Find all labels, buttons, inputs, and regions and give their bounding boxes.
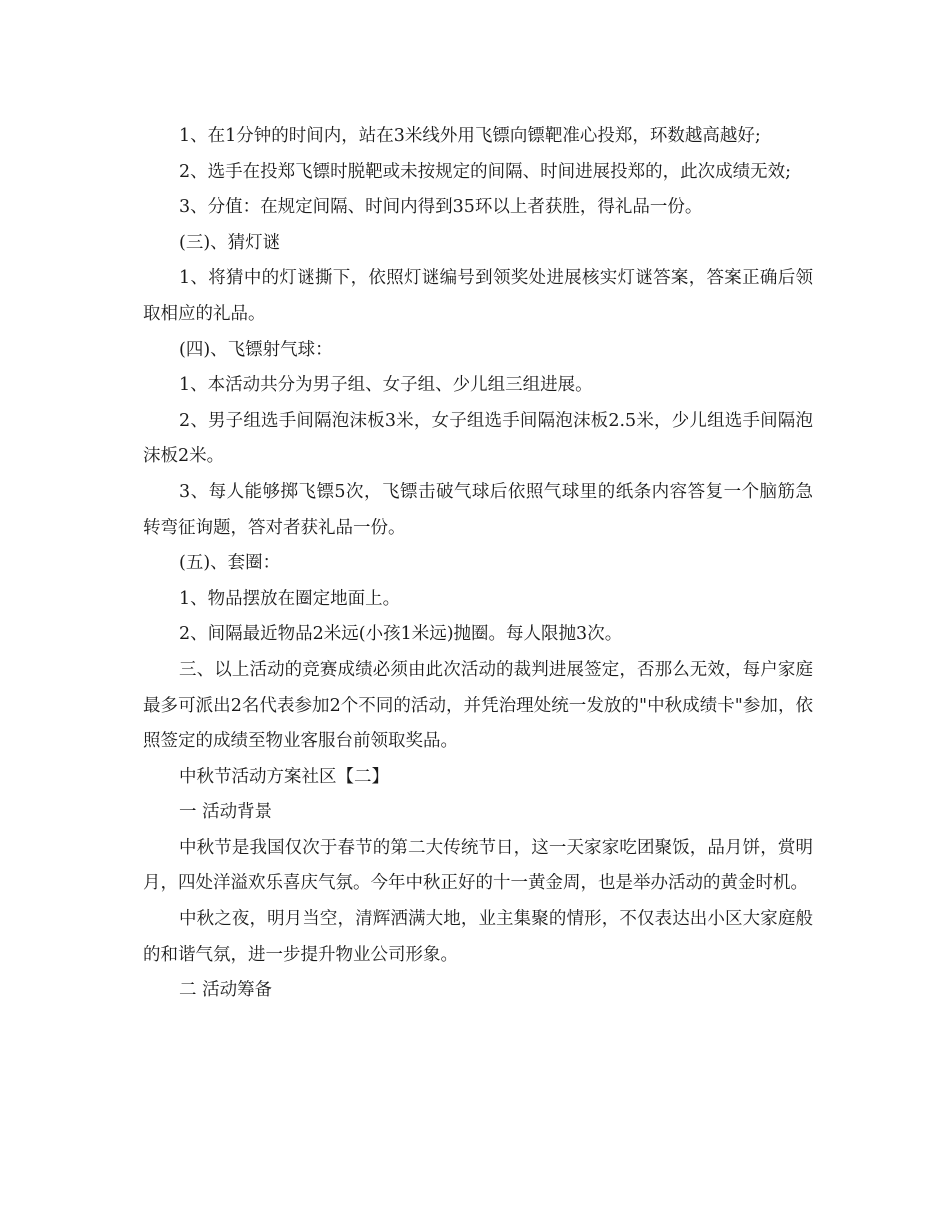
- paragraph-rule-2: 2、选手在投郑飞镖时脱靶或未按规定的间隔、时间进展投郑的，此次成绩无效;: [179, 161, 792, 182]
- document-body: [143, 119, 813, 1009]
- section-heading-background: 一 活动背景: [179, 802, 273, 823]
- paragraph-darts-2: 2、男子组选手间隔泡沫板3米，女子组选手间隔泡沫板2.5米，少儿组选手间隔泡沫板2米。: [143, 410, 813, 467]
- section-heading-ring-toss: (五)、套圈：: [179, 553, 281, 574]
- section-heading-riddles: (三)、猜灯谜: [179, 232, 281, 253]
- section-heading-preparation: 二 活动筹备: [179, 980, 273, 1001]
- section-heading-darts-balloons: (四)、飞镖射气球：: [179, 339, 333, 360]
- paragraph-darts-1: 1、本活动共分为男子组、女子组、少儿组三组进展。: [179, 375, 593, 396]
- paragraph-ring-toss-1: 1、物品摆放在圈定地面上。: [179, 588, 401, 609]
- section-title-plan-two: 中秋节活动方案社区【二】: [179, 766, 389, 787]
- paragraph-background-2: 中秋之夜，明月当空，清辉洒满大地，业主集聚的情形，不仅表达出小区大家庭般的和谐气氛，进一步提升物业公司形象。: [143, 909, 813, 965]
- paragraph-ring-toss-2: 2、间隔最近物品2米远(小孩1米远)抛圈。每人限抛3次。: [179, 624, 623, 645]
- paragraph-background-1: 中秋节是我国仅次于春节的第二大传统节日，这一天家家吃团聚饭，品月饼，赏明月，四处洋溢欢乐喜庆气氛。今年中秋正好的十一黄金周，也是举办活动的黄金时机。: [143, 837, 813, 894]
- paragraph-riddles-1: 1、将猜中的灯谜撕下，依照灯谜编号到领奖处进展核实灯谜答案，答案正确后领取相应的礼品。: [143, 268, 813, 324]
- paragraph-rule-1: 1、在1分钟的时间内，站在3米线外用飞镖向镖靶准心投郑，环数越高越好;: [179, 126, 761, 146]
- paragraph-rule-3: 3、分值：在规定间隔、时间内得到35环以上者获胜，得礼品一份。: [179, 197, 703, 218]
- paragraph-results-rules: 三、以上活动的竞赛成绩必须由此次活动的裁判进展签定，否那么无效，每户家庭最多可派出2名代表参加2个不同的活动，并凭治理处统一发放的"中秋成绩卡"参加，依照签定的成绩至物业客服台前领取奖品。: [143, 659, 813, 752]
- paragraph-darts-3: 3、每人能够掷飞镖5次，飞镖击破气球后依照气球里的纸条内容答复一个脑筋急转弯征询题，答对者获礼品一份。: [143, 481, 813, 538]
